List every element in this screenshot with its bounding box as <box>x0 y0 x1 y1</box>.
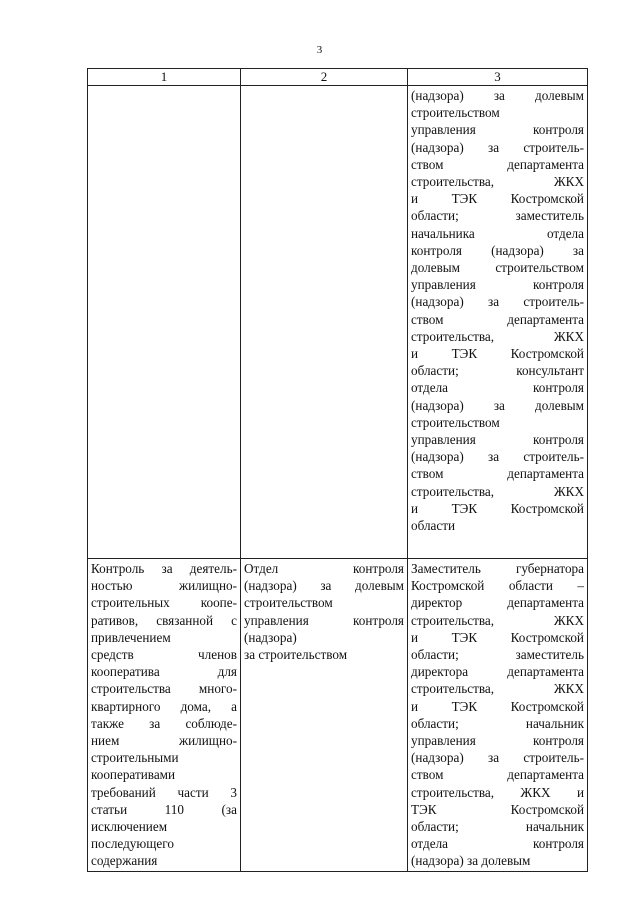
cell-line: контроля (надзора) за <box>411 242 584 258</box>
cell-line: Контроль за деятель- <box>91 561 237 576</box>
cell-line: (надзора) за долевым <box>411 853 531 869</box>
row2-col2-cell <box>241 559 408 872</box>
cell-line: области <box>411 518 456 534</box>
cell-line: области; консультант <box>411 363 584 379</box>
cell-line: (надзора) за долевым <box>411 88 584 103</box>
cell-line: (надзора) за долевым <box>411 397 584 413</box>
cell-line: (надзора) за долевым <box>244 578 404 594</box>
cell-line: директора департамента <box>411 664 584 680</box>
cell-line: отдела контроля <box>411 380 584 396</box>
cell-line: (надзора) за строитель- <box>411 139 584 155</box>
cell-line: средств членов <box>91 647 237 663</box>
document-table <box>87 68 588 872</box>
cell-line: строительства, ЖКХ и <box>411 784 584 800</box>
cell-line: строительства, ЖКХ <box>411 174 584 190</box>
cell-line: управления контроля <box>411 122 584 138</box>
cell-line: содержания <box>91 853 158 869</box>
cell-line: области; начальник <box>411 819 584 835</box>
cell-line: (надзора) за строитель- <box>411 294 584 310</box>
cell-line: ством департамента <box>411 466 584 482</box>
row1-col1-cell <box>88 86 241 559</box>
column-header-3: 3 <box>408 69 588 86</box>
cell-line: строительства, ЖКХ <box>411 681 584 697</box>
cell-line: и ТЭК Костромской <box>411 191 584 207</box>
cell-line: строительством <box>244 595 333 611</box>
cell-line: области; заместитель <box>411 208 584 224</box>
cell-line: и ТЭК Костромской <box>411 629 584 645</box>
row1-col2-cell <box>241 86 408 559</box>
cell-line: (надзора) <box>244 629 297 645</box>
cell-line: ством департамента <box>411 767 584 783</box>
cell-line: управления контроля <box>244 612 404 628</box>
cell-line: квартирного дома, а <box>91 698 237 714</box>
cell-text <box>91 560 237 870</box>
cell-text <box>411 87 584 534</box>
cell-line: последующего <box>91 836 174 852</box>
cell-line: строительных коопе- <box>91 595 237 611</box>
cell-line: строительства много- <box>91 681 237 697</box>
cell-line: директор департамента <box>411 595 584 611</box>
cell-line: кооператива для <box>91 664 237 680</box>
cell-line: области; начальник <box>411 715 584 731</box>
page-number: 3 <box>316 44 323 56</box>
column-header-2: 2 <box>241 69 408 86</box>
cell-line: Заместитель губернатора <box>411 561 584 576</box>
cell-line: строительства, ЖКХ <box>411 483 584 499</box>
cell-line: ностью жилищно- <box>91 578 237 594</box>
cell-line: и ТЭК Костромской <box>411 698 584 714</box>
cell-line: начальника отдела <box>411 225 584 241</box>
row2-col1-cell <box>88 559 241 872</box>
cell-line: ративов, связанной с <box>91 612 237 628</box>
cell-line: кооперативами <box>91 767 176 783</box>
cell-line: требований части 3 <box>91 784 237 800</box>
cell-line: статьи 110 (за <box>91 801 237 817</box>
cell-text <box>411 560 584 870</box>
cell-line: также за соблюде- <box>91 715 237 731</box>
cell-line: исключением <box>91 819 168 835</box>
cell-line: управления контроля <box>411 432 584 448</box>
cell-line: привлечением <box>91 629 171 645</box>
cell-line: области; заместитель <box>411 647 584 663</box>
table-row <box>88 559 588 872</box>
cell-line: Костромской области – <box>411 578 584 594</box>
cell-line: ством департамента <box>411 156 584 172</box>
cell-line: управления контроля <box>411 733 584 749</box>
cell-text <box>244 560 404 663</box>
cell-line: строительными <box>91 750 179 766</box>
cell-line: (надзора) за строитель- <box>411 449 584 465</box>
cell-line: и ТЭК Костромской <box>411 346 584 362</box>
row1-col3-cell <box>408 86 588 559</box>
cell-line: строительством <box>411 414 500 430</box>
cell-line: нием жилищно- <box>91 733 237 749</box>
cell-line: строительства, ЖКХ <box>411 328 584 344</box>
cell-line: и ТЭК Костромской <box>411 500 584 516</box>
table-header-row <box>88 69 588 86</box>
cell-line: строительства, ЖКХ <box>411 612 584 628</box>
cell-line: Отдел контроля <box>244 561 404 576</box>
table-row <box>88 86 588 559</box>
cell-line: отдела контроля <box>411 836 584 852</box>
cell-line: ством департамента <box>411 311 584 327</box>
cell-line: строительством <box>411 105 500 121</box>
row2-col3-cell <box>408 559 588 872</box>
cell-line: (надзора) за строитель- <box>411 750 584 766</box>
cell-line: за строительством <box>244 647 348 663</box>
cell-line: управления контроля <box>411 277 584 293</box>
cell-line: долевым строительством <box>411 260 584 276</box>
cell-line: ТЭК Костромской <box>411 801 584 817</box>
column-header-1: 1 <box>88 69 241 86</box>
